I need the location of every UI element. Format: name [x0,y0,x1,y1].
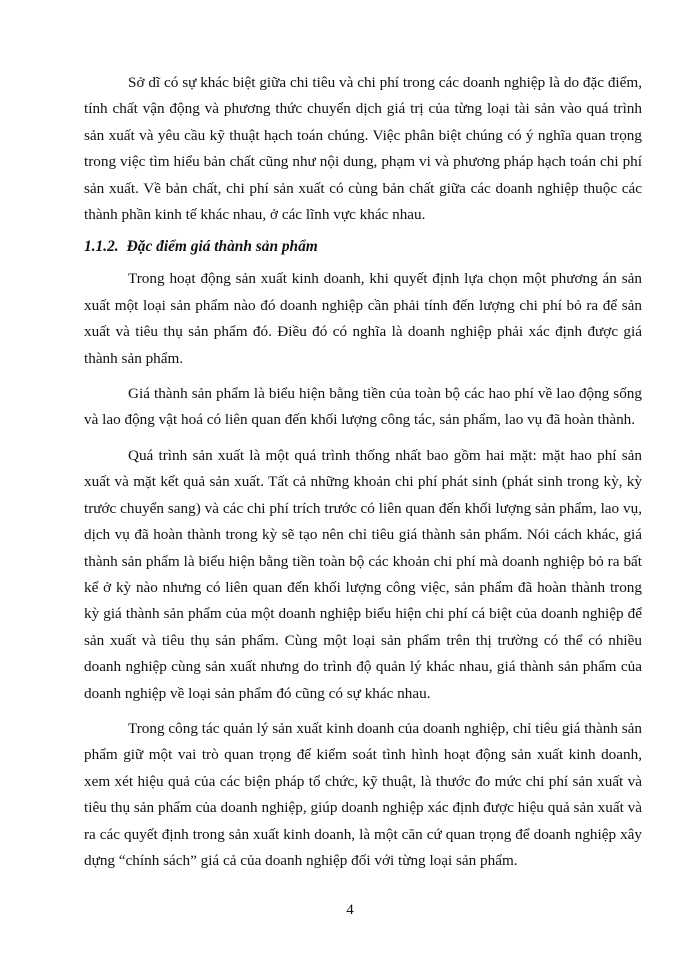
section-heading [84,234,642,260]
body-paragraph: Giá thành sản phẩm là biểu hiện bằng tiền của toàn bộ các hao phí về lao động sống và lao động vật hoá có liên quan đến khối lượng công tác, sản phẩm, lao vụ đã hoàn thành. [84,385,642,429]
page-number: 4 [346,902,354,918]
body-paragraph: Trong hoạt động sản xuất kinh doanh, khi quyết định lựa chọn một phương án sản xuất một loại sản phẩm nào đó doanh nghiệp cần phải tính đến lượng chi phí bỏ ra để sản xuất và tiêu thụ sản phẩm đó. Điều đó có nghĩa là doanh nghiệp phải xác định được giá thành sản phẩm. [84,270,642,367]
body-paragraph: Sở dĩ có sự khác biệt giữa chi tiêu và chi phí trong các doanh nghiệp là do đặc điểm, tính chất vận động và phương thức chuyển dịch giá trị của từng loại tài sản vào quá trình sản xuất và yêu cầu kỹ thuật hạch toán chúng. Việc phân biệt chúng có ý nghĩa quan trọng trong việc tìm hiểu bản chất cũng như nội dung, phạm vi và phương pháp hạch toán chi phí sản xuất. Về bản chất, chi phí sản xuất có cùng bản chất giữa các doanh nghiệp thuộc các thành phần kinh tế khác nhau, ở các lĩnh vực khác nhau. [84,74,642,224]
body-paragraph: Quá trình sản xuất là một quá trình thống nhất bao gồm hai mặt: mặt hao phí sản xuất và mặt kết quả sản xuất. Tất cả những khoản chi phí phát sinh (phát sinh trong kỳ, kỳ trước chuyển sang) và các chi phí trích trước có liên quan đến khối lượng sản phẩm, lao vụ, dịch vụ đã hoàn thành trong kỳ sẽ tạo nên chỉ tiêu giá thành sản phẩm. Nói cách khác, giá thành sản phẩm là biểu hiện bằng tiền toàn bộ các khoản chi phí mà doanh nghiệp bỏ ra bất kể ở kỳ nào nhưng có liên quan đến khối lượng công việc, sản phẩm đã hoàn thành trong kỳ giá thành sản phẩm của một doanh nghiệp biểu hiện chi phí cá biệt của doanh nghiệp để sản xuất và tiêu thụ sản phẩm. Cùng một loại sản phẩm trên thị trường có thể có nhiều doanh nghiệp cùng sản xuất nhưng do trình độ quản lý khác nhau, giá thành sản phẩm của doanh nghiệp về loại sản phẩm đó cũng có sự khác nhau. [84,446,642,702]
section-number: 1.1.2. [84,238,119,256]
document-page [84,70,642,874]
section-title: Đặc điểm giá thành sản phẩm [126,238,318,256]
body-paragraph: Trong công tác quản lý sản xuất kinh doanh của doanh nghiệp, chỉ tiêu giá thành sản phẩm giữ một vai trò quan trọng để kiểm soát tình hình hoạt động sản xuất kinh doanh, xem xét hiệu quả của các biện pháp tổ chức, kỹ thuật, là thước đo mức chi phí sản xuất và tiêu thụ sản phẩm của doanh nghiệp, giúp doanh nghiệp xác định được hiệu quả sản xuất và ra các quyết định trong sản xuất kinh doanh, là một căn cứ quan trọng để doanh nghiệp xây dựng “chính sách” giá cả của doanh nghiệp đối với từng loại sản phẩm. [84,719,642,869]
